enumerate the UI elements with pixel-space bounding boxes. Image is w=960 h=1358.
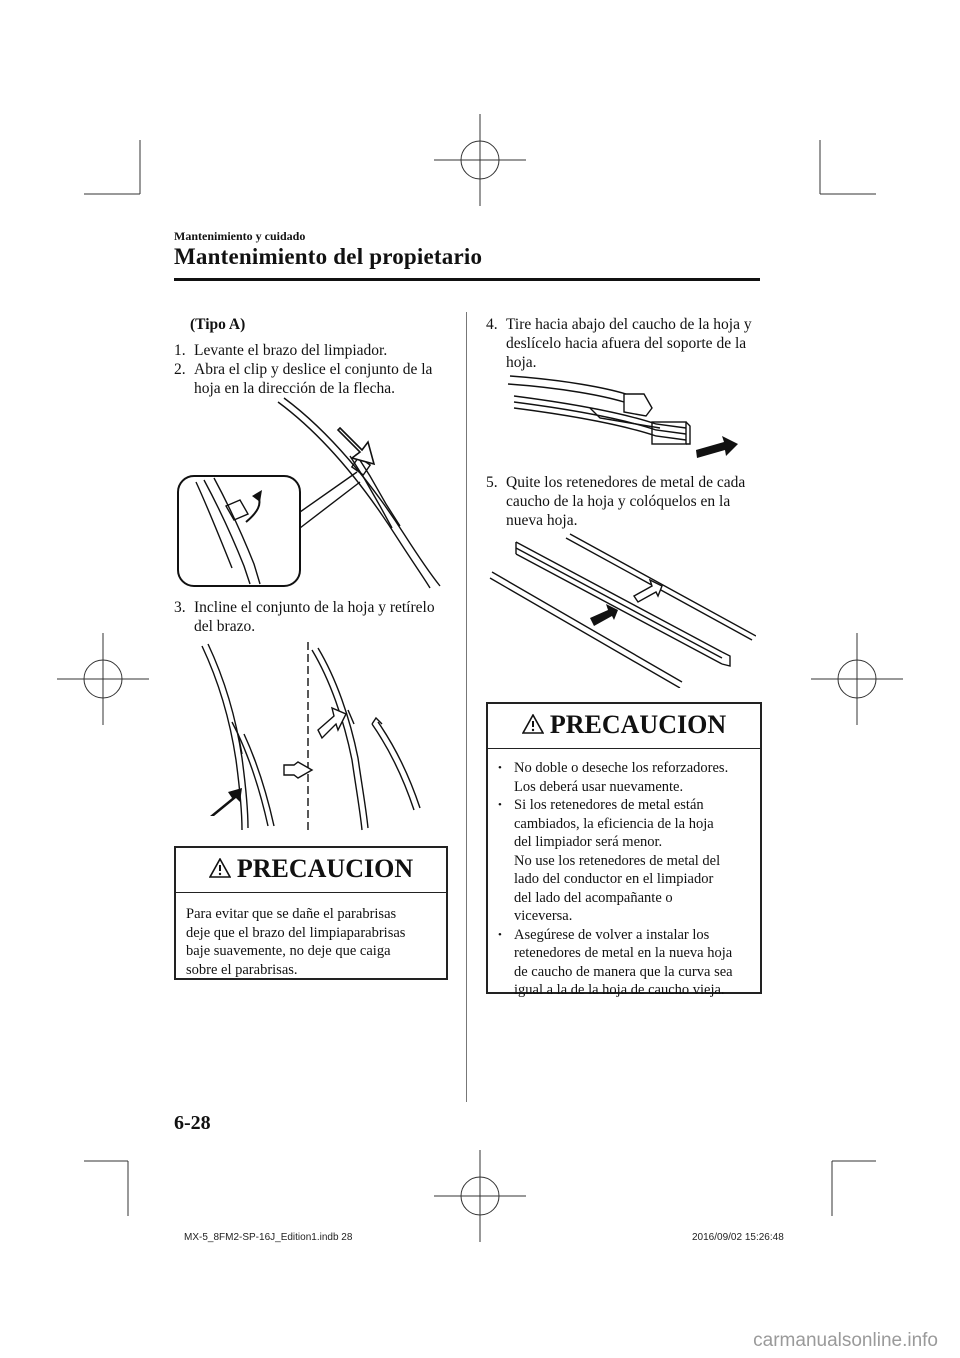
step-number: 5. [486, 474, 498, 491]
clip-release-illustration [174, 396, 454, 592]
step-text: Quite los retenedores de metal de cada [506, 474, 746, 491]
bullet-line: del limpiador será menor. [514, 834, 663, 850]
caution-bullet [488, 796, 754, 926]
warning-icon [522, 714, 544, 734]
caution-line: sobre el parabrisas. [186, 961, 298, 978]
step-number: 2. [174, 361, 186, 378]
bullet-line: No use los retenedores de metal del [514, 852, 721, 869]
caution-line: deje que el brazo del limpiaparabrisas [186, 924, 406, 941]
caution-body [176, 893, 446, 989]
page-number: 6-28 [174, 1112, 211, 1134]
caution-box-left [174, 846, 448, 980]
header-rule [174, 278, 760, 281]
caution-box-right [486, 702, 762, 998]
caution-title: PRECAUCION [236, 854, 414, 883]
footer-file: MX-5_8FM2-SP-16J_Edition1.indb 28 [184, 1232, 353, 1243]
step-text: Tire hacia abajo del caucho de la hoja y [506, 316, 752, 333]
watermark: carmanualsonline.info [753, 1330, 938, 1351]
step-text: Levante el brazo del limpiador. [194, 342, 388, 359]
bullet-line: viceversa. [514, 908, 573, 924]
caution-bullet [488, 759, 754, 796]
step-number: 1. [174, 342, 186, 359]
step-text-cont: deslícelo hacia afuera del soporte de la [506, 335, 747, 352]
step-text: Incline el conjunto de la hoja y retírelo [194, 599, 435, 616]
caution-body [488, 749, 760, 1010]
remove-blade-illustration [200, 640, 440, 834]
step-4 [486, 315, 766, 372]
caution-line: Para evitar que se dañe el parabrisas [186, 906, 397, 922]
bullet-line: • Si los retenedores de metal están [514, 797, 704, 813]
footer-date: 2016/09/02 15:26:48 [692, 1232, 784, 1243]
warning-icon [209, 858, 231, 878]
step-number: 3. [174, 599, 186, 616]
steps-1-2 [174, 341, 454, 398]
bullet-line: cambiados, la eficiencia de la hoja [514, 815, 714, 832]
caution-bullet [488, 926, 754, 1000]
bullet-line: igual a la de la hoja de caucho vieja. [514, 982, 725, 998]
step-text-cont: hoja. [506, 354, 537, 371]
step-1 [174, 341, 454, 360]
step-text-cont: hoja en la dirección de la flecha. [194, 380, 395, 397]
step-text-cont: nueva hoja. [506, 512, 578, 529]
bullet-line: • No doble o deseche los reforzadores. [514, 760, 729, 776]
step-text: Abra el clip y deslice el conjunto de la [194, 361, 433, 378]
step-text-cont: caucho de la hoja y colóquelos en la [506, 493, 731, 510]
caution-title: PRECAUCION [549, 710, 727, 739]
bullet-line: lado del conductor en el limpiador [514, 871, 714, 887]
step-number: 4. [486, 316, 498, 333]
bullet-line: del lado del acompañante o [514, 889, 673, 906]
step-text-cont: del brazo. [194, 618, 256, 635]
step-3 [174, 598, 454, 636]
bullet-line: Los deberá usar nuevamente. [514, 778, 684, 795]
step-5 [486, 473, 766, 530]
retainers-illustration [486, 532, 756, 688]
step-2 [174, 360, 454, 379]
type-label: (Tipo A) [190, 316, 246, 333]
pull-rubber-illustration [506, 370, 752, 466]
caution-header [176, 848, 446, 893]
section-label: Mantenimiento y cuidado [174, 229, 306, 243]
caution-header [488, 704, 760, 749]
bullet-line: de caucho de manera que la curva sea [514, 963, 733, 980]
caution-line: baje suavemente, no deje que caiga [186, 943, 391, 959]
bullet-line: retenedores de metal en la nueva hoja [514, 945, 733, 961]
bullet-line: • Asegúrese de volver a instalar los [514, 926, 710, 943]
page-title: Mantenimiento del propietario [174, 244, 483, 269]
column-divider [466, 312, 467, 1102]
